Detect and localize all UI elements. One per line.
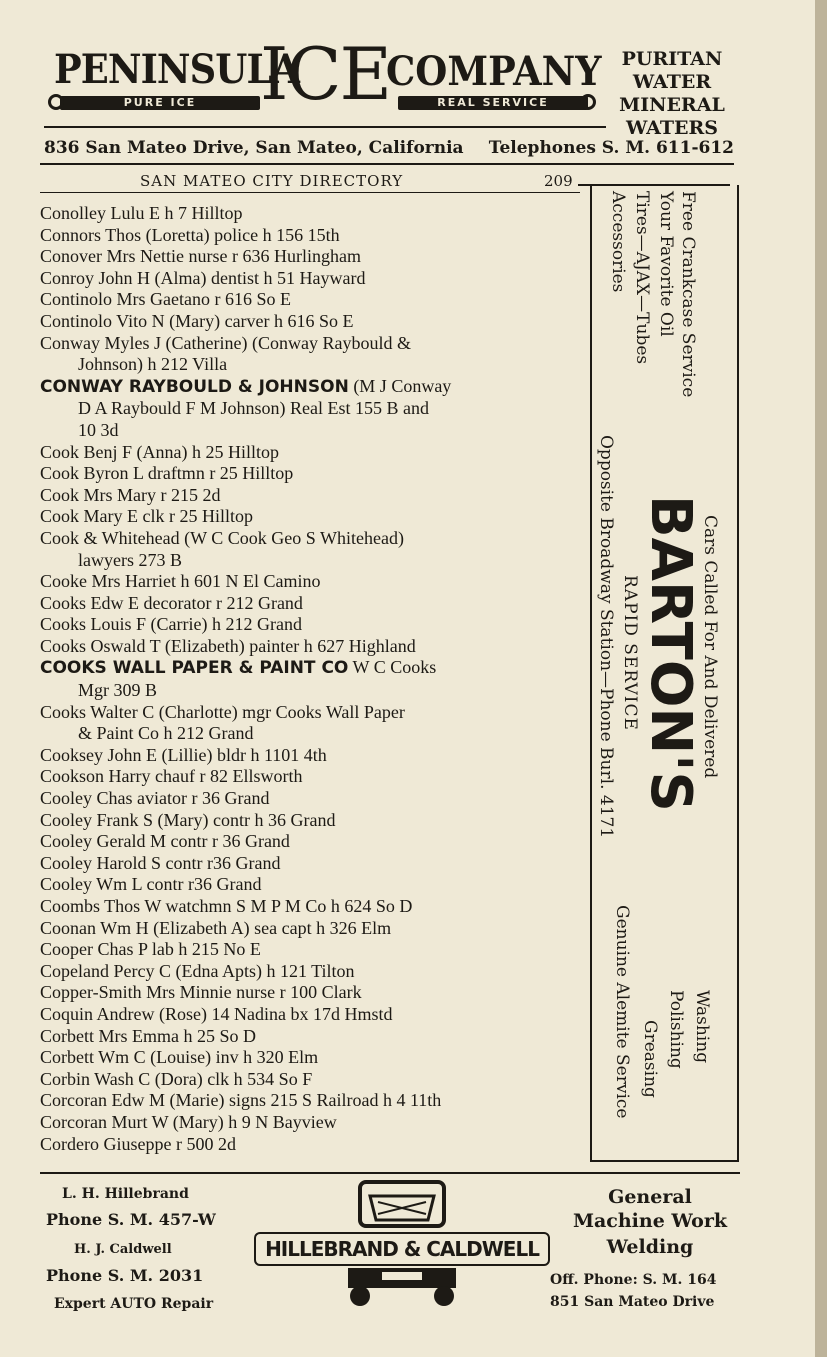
firm-name: CONWAY RAYBOULD & JOHNSON	[40, 376, 349, 397]
directory-entry	[40, 1112, 585, 1134]
entry-text: Mgr 309 B	[78, 680, 158, 701]
telephones-text: Telephones S. M. 611-612	[488, 138, 734, 158]
peninsula-word: PENINSULA	[54, 46, 300, 93]
entry-line	[40, 268, 585, 290]
directory-entry	[40, 203, 585, 225]
directory-entry	[40, 485, 585, 507]
entry-text: Connors Thos (Loretta) police h 156 15th	[40, 224, 340, 245]
entry-line	[40, 896, 585, 918]
entry-line	[40, 225, 585, 247]
entry-text: Cooks Louis F (Carrie) h 212 Grand	[40, 614, 302, 635]
directory-entry	[40, 1026, 585, 1048]
entry-continuation-line	[40, 398, 585, 420]
running-head: SAN MATEO CITY DIRECTORY	[140, 172, 404, 190]
directory-entry	[40, 333, 585, 376]
entry-text: Corbett Wm C (Louise) inv h 320 Elm	[40, 1047, 319, 1068]
entry-text: Cook Mrs Mary r 215 2d	[40, 484, 221, 505]
footer-ad	[40, 1180, 750, 1320]
ad-free-crankcase: Free Crankcase Service	[678, 191, 698, 398]
ad-greasing: Greasing	[640, 1020, 660, 1098]
directory-entry	[40, 853, 585, 875]
entry-text: W C Cooks	[348, 657, 437, 678]
entry-text: Corbett Mrs Emma h 25 So D	[40, 1025, 256, 1046]
directory-listings	[40, 203, 585, 1155]
directory-entry	[40, 745, 585, 767]
entry-text: Cooke Mrs Harriet h 601 N El Camino	[40, 571, 321, 592]
entry-text: Coombs Thos W watchmn S M P M Co h 624 So D	[40, 896, 413, 916]
directory-entry	[40, 268, 585, 290]
entry-text: Cooks Oswald T (Elizabeth) painter h 627 Highland	[40, 635, 416, 656]
directory-entry	[40, 289, 585, 311]
entry-line	[40, 1026, 585, 1048]
directory-entry	[40, 1134, 585, 1156]
puritan-line: MINERAL	[619, 94, 725, 116]
entry-line	[40, 593, 585, 615]
directory-entry	[40, 506, 585, 528]
entry-line	[40, 939, 585, 961]
puritan-line: WATERS	[626, 117, 718, 139]
entry-text: Cooks Edw E decorator r 212 Grand	[40, 592, 303, 613]
directory-entry	[40, 810, 585, 832]
hillebrand-caldwell-badge: HILLEBRAND & CALDWELL	[254, 1232, 550, 1266]
header-rule	[44, 126, 606, 128]
entry-continuation-line	[40, 420, 585, 442]
entry-text: Cooks Walter C (Charlotte) mgr Cooks Wall Paper	[40, 701, 405, 722]
directory-entry	[40, 636, 585, 658]
entry-text: Corcoran Edw M (Marie) signs 215 S Railroad h 4 11th	[40, 1090, 442, 1111]
real-service-banner: REAL SERVICE	[398, 96, 588, 110]
puritan-line: PURITAN	[621, 48, 723, 70]
entry-text: (M J Conway	[348, 375, 452, 396]
directory-entry	[40, 614, 585, 636]
directory-entry	[40, 961, 585, 983]
entry-line	[40, 745, 585, 767]
address-text: 836 San Mateo Drive, San Mateo, California	[44, 138, 464, 158]
entry-text: Cooley Chas aviator r 36 Grand	[40, 788, 270, 809]
entry-line	[40, 528, 585, 550]
running-head-rule	[40, 192, 580, 193]
page-number: 209	[544, 172, 573, 190]
entry-line	[40, 463, 585, 485]
caldwell-phone: Phone S. M. 2031	[46, 1266, 204, 1285]
entry-line	[40, 788, 585, 810]
entry-line	[40, 810, 585, 832]
entry-text: Cook Benj F (Anna) h 25 Hilltop	[40, 441, 279, 462]
entry-line	[40, 853, 585, 875]
entry-line	[40, 333, 585, 355]
entry-line	[40, 289, 585, 311]
directory-entry	[40, 918, 585, 940]
entry-text: Cooper Chas P lab h 215 No E	[40, 939, 261, 960]
directory-entry	[40, 702, 585, 745]
entry-text: Cordero Giuseppe r 500 2d	[40, 1133, 236, 1154]
entry-line	[40, 1090, 585, 1112]
ad-rapid-service: RAPID SERVICE	[620, 575, 640, 731]
entry-text: Cooley Gerald M contr r 36 Grand	[40, 831, 290, 852]
entry-line	[40, 1004, 585, 1026]
directory-entry	[40, 593, 585, 615]
entry-text: 10 3d	[78, 419, 119, 440]
directory-entry	[40, 571, 585, 593]
directory-entry	[40, 1090, 585, 1112]
directory-entry	[40, 939, 585, 961]
ice-word: ICE	[260, 32, 391, 116]
entry-text: Cooley Wm L contr r36 Grand	[40, 874, 262, 895]
entry-text: Continolo Mrs Gaetano r 616 So E	[40, 289, 291, 310]
directory-entry	[40, 442, 585, 464]
entry-continuation-line	[40, 723, 585, 745]
entry-text: Conway Myles J (Catherine) (Conway Raybould &	[40, 332, 411, 353]
ad-accessories: Accessories	[608, 191, 628, 293]
entry-line	[40, 311, 585, 333]
ad-favorite-oil: Your Favorite Oil	[656, 191, 676, 337]
puritan-line: WATER	[632, 71, 712, 93]
entry-text: & Paint Co h 212 Grand	[78, 723, 254, 744]
entry-line	[40, 246, 585, 268]
directory-entry	[40, 896, 585, 918]
expert-auto-repair: Expert AUTO Repair	[54, 1296, 214, 1312]
entry-text: Cooksey John E (Lillie) bldr h 1101 4th	[40, 744, 327, 765]
bartons-side-ad	[590, 185, 739, 1162]
directory-entry	[40, 874, 585, 896]
directory-entry	[40, 376, 585, 442]
entry-text: Cook Byron L draftmn r 25 Hilltop	[40, 463, 294, 484]
directory-entry	[40, 657, 585, 701]
entry-line	[40, 1112, 585, 1134]
entry-line	[40, 203, 585, 225]
entry-text: Copper-Smith Mrs Minnie nurse r 100 Clark	[40, 982, 362, 1003]
entry-line	[40, 702, 585, 724]
entry-line	[40, 1047, 585, 1069]
office-phone: Off. Phone: S. M. 164	[550, 1272, 717, 1288]
directory-entry	[40, 982, 585, 1004]
entry-line	[40, 874, 585, 896]
firm-name: COOKS WALL PAPER & PAINT CO	[40, 658, 349, 679]
entry-text: Corbin Wash C (Dora) clk h 534 So F	[40, 1068, 313, 1089]
entry-continuation-line	[40, 354, 585, 376]
entry-line	[40, 485, 585, 507]
hillebrand-phone: Phone S. M. 457-W	[46, 1210, 216, 1229]
entry-line	[40, 571, 585, 593]
entry-line	[40, 614, 585, 636]
entry-text: Conolley Lulu E h 7 Hilltop	[40, 203, 243, 223]
office-address: 851 San Mateo Drive	[550, 1294, 715, 1310]
entry-line	[40, 982, 585, 1004]
caldwell-name: H. J. Caldwell	[74, 1242, 172, 1257]
entry-line	[40, 831, 585, 853]
entry-text: Cook & Whitehead (W C Cook Geo S Whitehead)	[40, 527, 404, 548]
entry-line	[40, 918, 585, 940]
company-address	[44, 138, 734, 158]
directory-entry	[40, 1004, 585, 1026]
page-edge	[815, 0, 827, 1357]
ad-genuine-alemite: Genuine Alemite Service	[612, 905, 632, 1119]
entry-line	[40, 636, 585, 658]
company-word: COMPANY	[386, 48, 602, 95]
entry-text: Cookson Harry chauf r 82 Ellsworth	[40, 766, 303, 787]
entry-text: Cook Mary E clk r 25 Hilltop	[40, 506, 253, 527]
directory-entry	[40, 225, 585, 247]
directory-entry	[40, 831, 585, 853]
welding-text: Welding	[606, 1236, 694, 1258]
ad-polishing: Polishing	[666, 990, 686, 1069]
entry-line	[40, 506, 585, 528]
entry-text: Coquin Andrew (Rose) 14 Nadina bx 17d Hmstd	[40, 1003, 393, 1024]
general-text: General	[608, 1186, 692, 1208]
directory-entry	[40, 1047, 585, 1069]
entry-line	[40, 1134, 585, 1156]
entry-text: Conroy John H (Alma) dentist h 51 Hayward	[40, 267, 366, 288]
entry-text: Johnson) h 212 Villa	[78, 354, 228, 375]
entry-text: Coonan Wm H (Elizabeth A) sea capt h 326 Elm	[40, 917, 392, 938]
entry-line	[40, 766, 585, 788]
banner-curl-left	[48, 94, 64, 110]
puritan-waters	[612, 48, 732, 140]
entry-line	[40, 657, 585, 680]
entry-continuation-line	[40, 550, 585, 572]
entry-line	[40, 1069, 585, 1091]
ad-washing: Washing	[692, 990, 712, 1064]
entry-text: lawyers 273 B	[78, 549, 182, 570]
directory-entry	[40, 766, 585, 788]
machine-work-text: Machine Work	[572, 1210, 728, 1232]
directory-entry	[40, 463, 585, 485]
entry-text: Corcoran Murt W (Mary) h 9 N Bayview	[40, 1111, 337, 1132]
entry-line	[40, 376, 585, 399]
directory-entry	[40, 1069, 585, 1091]
address-rule	[40, 163, 734, 165]
footer-rule	[40, 1172, 740, 1174]
entry-text: Copeland Percy C (Edna Apts) h 121 Tilton	[40, 960, 355, 981]
entry-text: D A Raybould F M Johnson) Real Est 155 B and	[78, 398, 430, 419]
ad-bartons-title: BARTON'S	[638, 495, 703, 812]
entry-text: Cooley Frank S (Mary) contr h 36 Grand	[40, 809, 336, 830]
hillebrand-name: L. H. Hillebrand	[62, 1186, 189, 1202]
entry-text: Conover Mrs Nettie nurse r 636 Hurlingham	[40, 246, 361, 267]
entry-text: Continolo Vito N (Mary) carver h 616 So E	[40, 310, 354, 331]
banner-curl-right	[580, 94, 596, 110]
directory-entry	[40, 246, 585, 268]
entry-text: Cooley Harold S contr r36 Grand	[40, 852, 281, 873]
pure-ice-banner: PURE ICE	[60, 96, 260, 110]
entry-line	[40, 961, 585, 983]
entry-line	[40, 442, 585, 464]
entry-continuation-line	[40, 680, 585, 702]
directory-entry	[40, 311, 585, 333]
ad-opposite-broadway: Opposite Broadway Station—Phone Burl. 4171	[596, 435, 616, 839]
directory-entry	[40, 788, 585, 810]
directory-entry	[40, 528, 585, 571]
ad-cars-called: Cars Called For And Delivered	[700, 515, 720, 779]
ad-tires: Tires—AJAX—Tubes	[632, 191, 652, 365]
